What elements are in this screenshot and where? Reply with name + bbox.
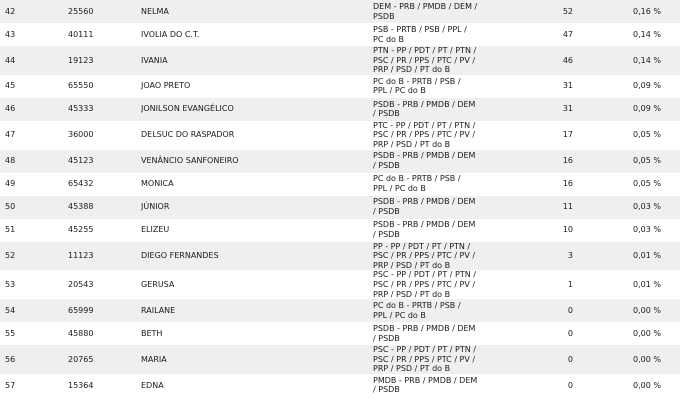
vote-percentage: 0,01 % — [573, 242, 680, 271]
row-ordinal: 50 — [0, 196, 68, 219]
vote-count: 46 — [510, 46, 573, 75]
candidate-name: IVOLIA DO C.T. — [141, 23, 373, 46]
coalition-line: PPL / PC do B — [373, 184, 426, 194]
candidate-name: JÚNIOR — [141, 196, 373, 219]
coalition-line: PSC / PR / PPS / PTC / PV / — [373, 354, 476, 364]
coalition-line: PSDB — [373, 11, 395, 21]
candidate-name: RAILANE — [141, 299, 373, 322]
table-row — [0, 46, 680, 75]
coalition — [373, 75, 510, 98]
vote-count: 1 — [510, 270, 573, 299]
candidate-number: 36000 — [68, 121, 141, 150]
vote-count: 0 — [510, 345, 573, 374]
coalition-line: PC do B - PRTB / PSB / — [373, 76, 461, 86]
candidate-number: 11123 — [68, 242, 141, 271]
candidate-name: BETH — [141, 322, 373, 345]
coalition-line: PC do B - PRTB / PSB / — [373, 301, 461, 311]
table-row — [0, 196, 680, 219]
vote-count: 31 — [510, 75, 573, 98]
coalition-line: PRP / PSD / PT do B — [373, 260, 451, 270]
coalition — [373, 219, 510, 242]
coalition-line: PRP / PSD / PT do B — [373, 139, 451, 149]
coalition-line: PSDB - PRB / PMDB / DEM — [373, 99, 476, 109]
row-ordinal: 51 — [0, 219, 68, 242]
candidate-number: 65432 — [68, 173, 141, 196]
table-row — [0, 23, 680, 46]
coalition — [373, 23, 510, 46]
coalition-line: PC do B — [373, 34, 404, 44]
table-row — [0, 299, 680, 322]
vote-count: 0 — [510, 322, 573, 345]
vote-percentage: 0,05 % — [573, 173, 680, 196]
table-row — [0, 270, 680, 299]
row-ordinal: 48 — [0, 150, 68, 173]
candidate-name: NELMA — [141, 0, 373, 23]
vote-count: 52 — [510, 0, 573, 23]
row-ordinal: 45 — [0, 75, 68, 98]
table-row — [0, 173, 680, 196]
coalition-line: / PSDB — [373, 207, 400, 217]
coalition-line: / PSDB — [373, 109, 400, 119]
vote-count: 16 — [510, 150, 573, 173]
candidate-name: DIEGO FERNANDES — [141, 242, 373, 271]
coalition-line: / PSDB — [373, 385, 400, 395]
vote-count: 16 — [510, 173, 573, 196]
coalition-line: PRP / PSD / PT do B — [373, 289, 451, 299]
coalition — [373, 242, 510, 271]
candidate-name: MARIA — [141, 345, 373, 374]
row-ordinal: 56 — [0, 345, 68, 374]
coalition-line: PP - PP / PDT / PT / PTN / — [373, 241, 471, 251]
vote-percentage: 0,14 % — [573, 23, 680, 46]
coalition — [373, 121, 510, 150]
coalition-line: PSB - PRTB / PSB / PPL / — [373, 24, 467, 34]
row-ordinal: 44 — [0, 46, 68, 75]
coalition-line: PPL / PC do B — [373, 86, 426, 96]
vote-percentage: 0,00 % — [573, 299, 680, 322]
candidate-number: 20543 — [68, 270, 141, 299]
row-ordinal: 49 — [0, 173, 68, 196]
coalition-line: PSDB - PRB / PMDB / DEM — [373, 197, 476, 207]
coalition-line: PSDB - PRB / PMDB / DEM — [373, 324, 476, 334]
coalition-line: PTC - PP / PDT / PT / PTN / — [373, 120, 476, 130]
coalition-line: PSC - PP / PDT / PT / PTN / — [373, 345, 476, 355]
vote-count: 11 — [510, 196, 573, 219]
row-ordinal: 53 — [0, 270, 68, 299]
vote-percentage: 0,14 % — [573, 46, 680, 75]
coalition — [373, 345, 510, 374]
coalition — [373, 98, 510, 121]
candidate-number: 25560 — [68, 0, 141, 23]
coalition — [373, 322, 510, 345]
coalition-line: PMDB - PRB / PMDB / DEM — [373, 375, 478, 385]
coalition-line: DEM - PRB / PMDB / DEM / — [373, 1, 478, 11]
candidate-number: 20765 — [68, 345, 141, 374]
vote-count: 0 — [510, 374, 573, 397]
coalition — [373, 196, 510, 219]
candidate-name: ELIZEU — [141, 219, 373, 242]
vote-percentage: 0,05 % — [573, 121, 680, 150]
row-ordinal: 57 — [0, 374, 68, 397]
table-row — [0, 98, 680, 121]
row-ordinal: 52 — [0, 242, 68, 271]
vote-count: 31 — [510, 98, 573, 121]
vote-percentage: 0,00 % — [573, 345, 680, 374]
coalition-line: / PSDB — [373, 230, 400, 240]
table-row — [0, 322, 680, 345]
vote-count: 3 — [510, 242, 573, 271]
candidate-number: 40111 — [68, 23, 141, 46]
table-row — [0, 242, 680, 271]
candidate-name: EDNA — [141, 374, 373, 397]
table-row — [0, 0, 680, 23]
candidate-number: 45388 — [68, 196, 141, 219]
vote-percentage: 0,09 % — [573, 75, 680, 98]
candidate-number: 45123 — [68, 150, 141, 173]
coalition-line: PRP / PSD / PT do B — [373, 65, 451, 75]
vote-count: 0 — [510, 299, 573, 322]
candidate-name: DELSUC DO RASPADOR — [141, 121, 373, 150]
candidate-name: JONILSON EVANGÉLICO — [141, 98, 373, 121]
row-ordinal: 46 — [0, 98, 68, 121]
vote-count: 10 — [510, 219, 573, 242]
vote-percentage: 0,00 % — [573, 374, 680, 397]
coalition-line: PSC - PP / PDT / PT / PTN / — [373, 270, 476, 280]
coalition-line: PC do B - PRTB / PSB / — [373, 174, 461, 184]
vote-percentage: 0,03 % — [573, 196, 680, 219]
coalition — [373, 173, 510, 196]
row-ordinal: 42 — [0, 0, 68, 23]
table-row — [0, 75, 680, 98]
candidate-name: IVANIA — [141, 46, 373, 75]
vote-percentage: 0,09 % — [573, 98, 680, 121]
candidate-number: 65999 — [68, 299, 141, 322]
vote-percentage: 0,05 % — [573, 150, 680, 173]
coalition — [373, 299, 510, 322]
coalition-line: PTN - PP / PDT / PT / PTN / — [373, 46, 477, 55]
coalition-line: PSC / PR / PPS / PTC / PV / — [373, 130, 476, 140]
candidate-number: 19123 — [68, 46, 141, 75]
coalition-line: / PSDB — [373, 161, 400, 171]
coalition-line: PSDB - PRB / PMDB / DEM — [373, 151, 476, 161]
vote-count: 47 — [510, 23, 573, 46]
candidate-number: 15364 — [68, 374, 141, 397]
vote-count: 17 — [510, 121, 573, 150]
candidate-number: 45255 — [68, 219, 141, 242]
coalition-line: PRP / PSD / PT do B — [373, 364, 451, 374]
vote-percentage: 0,16 % — [573, 0, 680, 23]
candidate-name: VENÂNCIO SANFONEIRO — [141, 150, 373, 173]
coalition — [373, 374, 510, 397]
coalition — [373, 0, 510, 23]
coalition-line: / PSDB — [373, 333, 400, 343]
coalition — [373, 46, 510, 75]
table-row — [0, 121, 680, 150]
row-ordinal: 43 — [0, 23, 68, 46]
vote-percentage: 0,01 % — [573, 270, 680, 299]
candidate-number: 65550 — [68, 75, 141, 98]
row-ordinal: 55 — [0, 322, 68, 345]
candidate-name: MONICA — [141, 173, 373, 196]
coalition — [373, 150, 510, 173]
coalition-line: PSC / PR / PPS / PTC / PV / — [373, 251, 476, 261]
candidate-number: 45333 — [68, 98, 141, 121]
table-row — [0, 150, 680, 173]
coalition-line: PSDB - PRB / PMDB / DEM — [373, 220, 476, 230]
row-ordinal: 54 — [0, 299, 68, 322]
vote-percentage: 0,03 % — [573, 219, 680, 242]
candidate-name: GERUSA — [141, 270, 373, 299]
row-ordinal: 47 — [0, 121, 68, 150]
candidate-name: JOAO PRETO — [141, 75, 373, 98]
coalition-line: PSC / PR / PPS / PTC / PV / — [373, 55, 476, 65]
vote-percentage: 0,00 % — [573, 322, 680, 345]
table-row — [0, 374, 680, 397]
coalition-line: PSC / PR / PPS / PTC / PV / — [373, 279, 476, 289]
coalition — [373, 270, 510, 299]
table-row — [0, 219, 680, 242]
coalition-line: PPL / PC do B — [373, 310, 426, 320]
table-row — [0, 345, 680, 374]
candidate-number: 45880 — [68, 322, 141, 345]
